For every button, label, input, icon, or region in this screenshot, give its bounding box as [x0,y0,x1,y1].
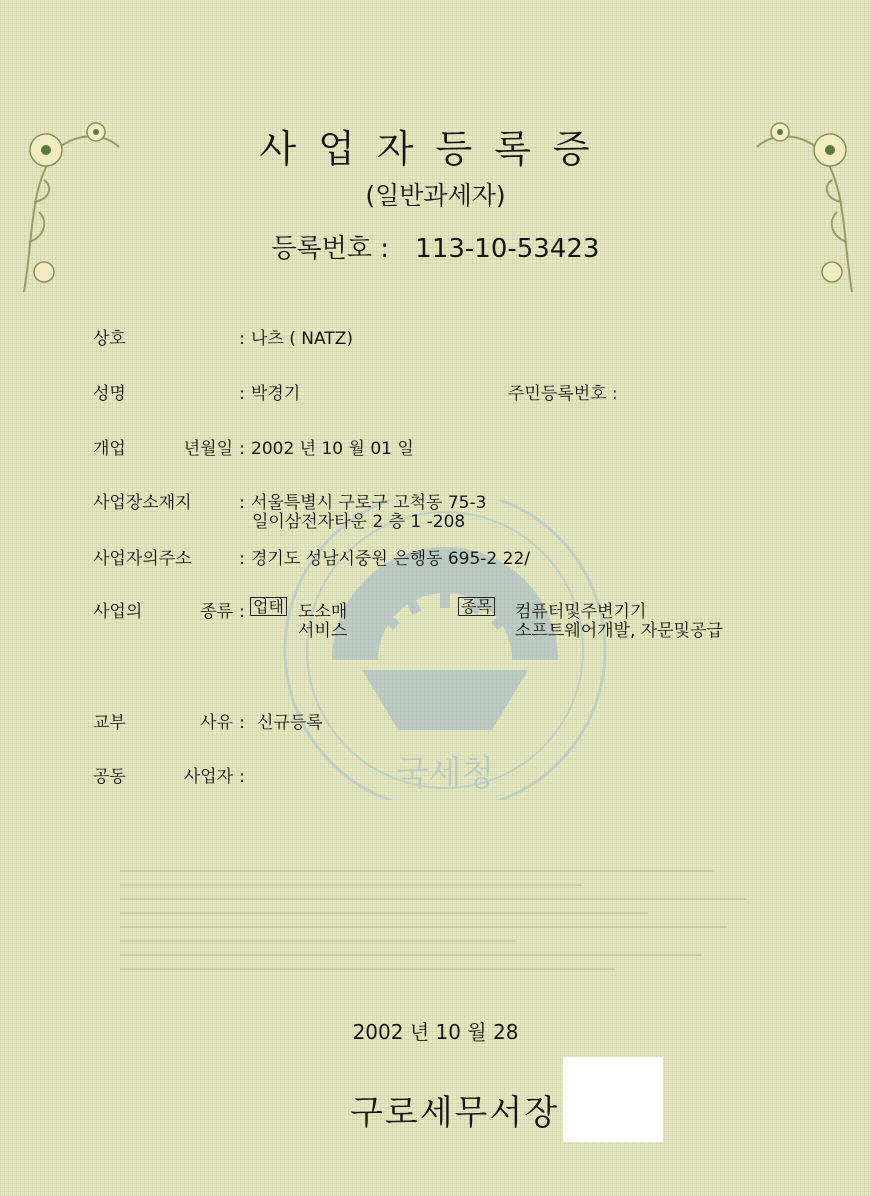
field-opening-date: 개업 년월일 : 2002 년 10 월 01 일 [93,434,414,459]
issuing-office: 구로세무서장 [350,1093,560,1133]
document-subtitle: (일반과세자) [365,181,506,210]
field-resident-number [508,379,618,404]
seal-text: 국세청 [395,754,495,794]
field-business-address: 사업장소재지 : 서울특별시 구로구 고척동 75-3 [93,488,486,513]
business-category-tag: 업태 [250,597,287,616]
field-value: 나츠 ( NATZ) [251,329,353,349]
field-label: 상호 [93,329,126,349]
field-issue-reason: 교부 사유 : 신규등록 [93,708,323,733]
issue-date: 2002 년 10 월 28 [352,1020,519,1044]
registration-number-label: 등록번호 : [271,234,390,264]
field-trade-name: 상호 : 나츠 ( NATZ) [93,324,353,349]
field-value: 박경기 [251,384,301,404]
field-label: 개업 년월일 [93,439,233,459]
registration-number-line [0,228,871,265]
field-owner-address: 사업자의주소 : 경기도 성남시중원 은행동 695-2 22/ [93,544,530,569]
field-representative-name: 성명 : 박경기 [93,379,300,404]
field-value: 신규등록 [257,713,323,733]
business-item-value: 컴퓨터및주변기기 [515,602,647,622]
registration-number: 113-10-53423 [415,234,600,264]
redaction-box [563,1057,663,1142]
business-item-value: 소프트웨어개발, 자문및공급 [515,621,723,641]
field-value: 서울특별시 구로구 고척동 75-3 [251,493,487,513]
field-label: 사업장소재지 [93,493,192,513]
field-label: 사업의 종류 [93,602,233,622]
field-business-type: 사업의 종류 : [93,597,251,622]
field-label: 교부 사유 [93,713,233,733]
field-label: 사업자의주소 [93,549,192,569]
field-label: 주민등록번호 : [508,384,618,404]
business-category-value: 서비스 [298,621,348,641]
field-co-owner: 공동 사업자 : [93,762,251,787]
field-business-address-line2: 일이삼전자타운 2 층 1 -208 [252,512,466,532]
business-item-tag: 종목 [458,597,495,616]
field-value: 2002 년 10 월 01 일 [251,439,414,459]
field-label: 공동 사업자 [93,767,233,787]
document-title: 사업자등록증 [259,127,612,171]
field-value: 경기도 성남시중원 은행동 695-2 22/ [251,549,531,569]
business-category-value: 도소매 [298,602,348,622]
field-label: 성명 [93,384,126,404]
